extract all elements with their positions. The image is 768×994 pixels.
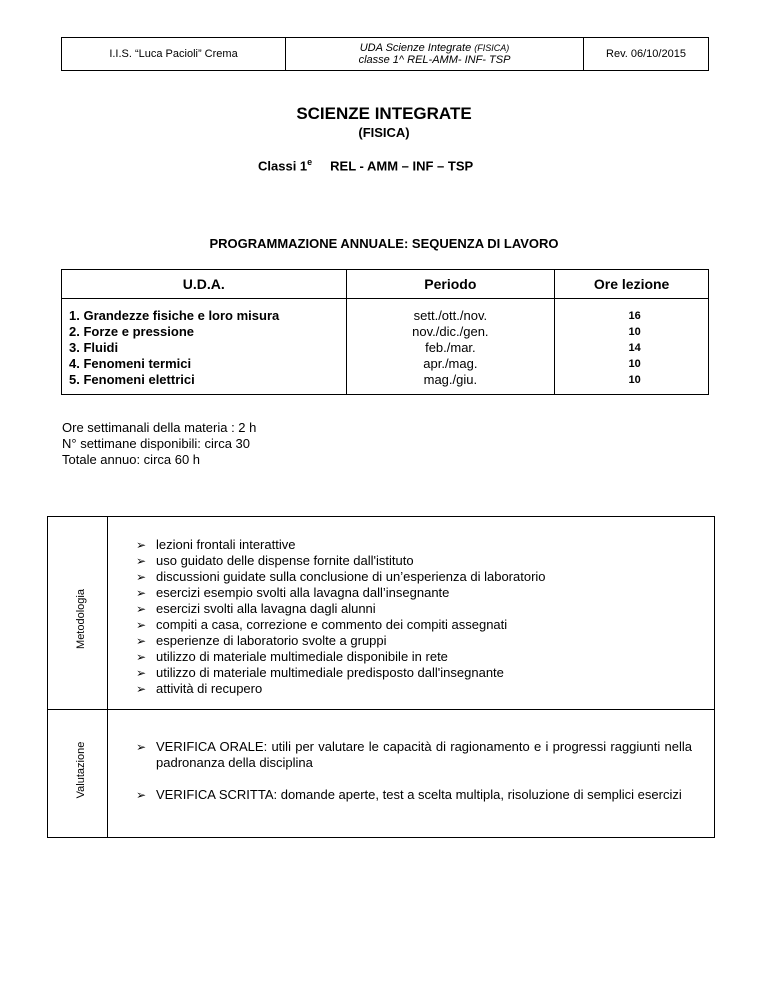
arrow-bullet-icon: ➢ bbox=[136, 538, 147, 552]
methodology-evaluation-box bbox=[47, 516, 715, 838]
period-item: mag./giu. bbox=[423, 372, 478, 387]
header-period: Periodo bbox=[346, 270, 555, 299]
list-item-text: utilizzo di materiale multimediale predisposto dall'insegnante bbox=[156, 665, 504, 680]
page-title: SCIENZE INTEGRATE bbox=[296, 104, 472, 123]
list-item bbox=[136, 665, 546, 681]
vertical-divider bbox=[107, 517, 108, 837]
plan-table bbox=[61, 269, 709, 395]
evaluation-list bbox=[136, 739, 692, 819]
classes-rest: REL - AMM – INF – TSP bbox=[330, 158, 474, 174]
horizontal-divider bbox=[48, 709, 714, 710]
hours-item: 14 bbox=[628, 342, 641, 354]
hours-item: 16 bbox=[628, 310, 641, 322]
uda-reference bbox=[286, 38, 584, 70]
uda-column bbox=[62, 299, 347, 395]
arrow-bullet-icon: ➢ bbox=[136, 570, 147, 584]
arrow-bullet-icon: ➢ bbox=[136, 602, 147, 616]
uda-item: 2. Forze e pressione bbox=[69, 324, 194, 339]
hours-item: 10 bbox=[628, 374, 641, 386]
hours-item: 10 bbox=[628, 326, 641, 338]
list-item bbox=[136, 617, 546, 633]
uda-line-2: classe 1^ REL-AMM- INF- TSP bbox=[358, 54, 511, 66]
evaluation-label: Valutazione bbox=[75, 741, 87, 799]
uda-item: 3. Fluidi bbox=[69, 340, 119, 355]
hours-item: 10 bbox=[628, 358, 641, 370]
list-item bbox=[136, 553, 546, 569]
hours-column bbox=[555, 299, 709, 395]
document-header bbox=[61, 37, 709, 71]
uda-line-1 bbox=[360, 42, 510, 54]
list-item-text: compiti a casa, correzione e commento dei compiti assegnati bbox=[156, 617, 508, 632]
classes-line bbox=[258, 157, 473, 173]
uda-item: 5. Fenomeni elettrici bbox=[69, 372, 195, 387]
arrow-bullet-icon: ➢ bbox=[136, 650, 147, 664]
period-item: feb./mar. bbox=[425, 340, 476, 355]
header-hours: Ore lezione bbox=[555, 270, 709, 299]
page-subtitle: (FISICA) bbox=[358, 125, 410, 140]
period-item: sett./ott./nov. bbox=[413, 308, 488, 323]
list-item-text: esperienze di laboratorio svolte a gruppi bbox=[156, 633, 387, 648]
school-name: I.I.S. “Luca Pacioli” Crema bbox=[62, 38, 286, 70]
classes-sup: e bbox=[307, 157, 313, 167]
uda-line-1-small: (FISICA) bbox=[474, 43, 510, 53]
list-item-text: VERIFICA ORALE: utili per valutare le capacità di ragionamento e i progressi raggiunti nella padronanza della disciplina bbox=[156, 739, 692, 770]
arrow-bullet-icon: ➢ bbox=[136, 618, 147, 632]
arrow-bullet-icon: ➢ bbox=[136, 586, 147, 600]
hours-info bbox=[62, 420, 256, 468]
list-item-text: esercizi svolti alla lavagna dagli alunni bbox=[156, 601, 376, 616]
list-item-text: esercizi esempio svolti alla lavagna dall’insegnante bbox=[156, 585, 450, 600]
methodology-list bbox=[136, 537, 546, 697]
list-item bbox=[136, 633, 546, 649]
list-item bbox=[136, 569, 546, 585]
available-weeks: N° settimane disponibili: circa 30 bbox=[62, 436, 251, 451]
list-item bbox=[136, 681, 546, 697]
period-item: nov./dic./gen. bbox=[412, 324, 489, 339]
header-uda: U.D.A. bbox=[62, 270, 347, 299]
uda-item: 4. Fenomeni termici bbox=[69, 356, 192, 371]
list-item bbox=[136, 787, 692, 803]
plan-body-row bbox=[62, 299, 709, 395]
uda-line-1-prefix: UDA Scienze Integrate bbox=[359, 42, 475, 54]
list-item bbox=[136, 739, 692, 771]
yearly-total: Totale annuo: circa 60 h bbox=[62, 452, 201, 467]
list-item bbox=[136, 601, 546, 617]
list-item-text: utilizzo di materiale multimediale disponibile in rete bbox=[156, 649, 448, 664]
program-heading: PROGRAMMAZIONE ANNUALE: SEQUENZA DI LAVORO bbox=[209, 236, 559, 251]
arrow-bullet-icon: ➢ bbox=[136, 682, 147, 696]
list-item-text: VERIFICA SCRITTA: domande aperte, test a scelta multipla, risoluzione di semplici esercizi bbox=[156, 787, 682, 802]
arrow-bullet-icon: ➢ bbox=[136, 740, 147, 754]
list-item bbox=[136, 585, 546, 601]
classes-prefix: Classi 1 bbox=[258, 158, 308, 174]
list-item bbox=[136, 537, 546, 553]
list-item-text: uso guidato delle dispense fornite dall'istituto bbox=[156, 553, 414, 568]
arrow-bullet-icon: ➢ bbox=[136, 554, 147, 568]
arrow-bullet-icon: ➢ bbox=[136, 788, 147, 802]
list-item bbox=[136, 649, 546, 665]
arrow-bullet-icon: ➢ bbox=[136, 666, 147, 680]
list-item-text: attività di recupero bbox=[156, 681, 263, 696]
plan-header-row bbox=[62, 270, 709, 299]
period-column bbox=[346, 299, 555, 395]
weekly-hours: Ore settimanali della materia : 2 h bbox=[62, 420, 257, 435]
period-item: apr./mag. bbox=[423, 356, 478, 371]
arrow-bullet-icon: ➢ bbox=[136, 634, 147, 648]
list-item-text: lezioni frontali interattive bbox=[156, 537, 296, 552]
list-item-text: discussioni guidate sulla conclusione di un’esperienza di laboratorio bbox=[156, 569, 546, 584]
methodology-label: Metodologia bbox=[75, 589, 87, 649]
revision-date: Rev. 06/10/2015 bbox=[606, 48, 686, 60]
uda-item: 1. Grandezze fisiche e loro misura bbox=[69, 308, 280, 323]
